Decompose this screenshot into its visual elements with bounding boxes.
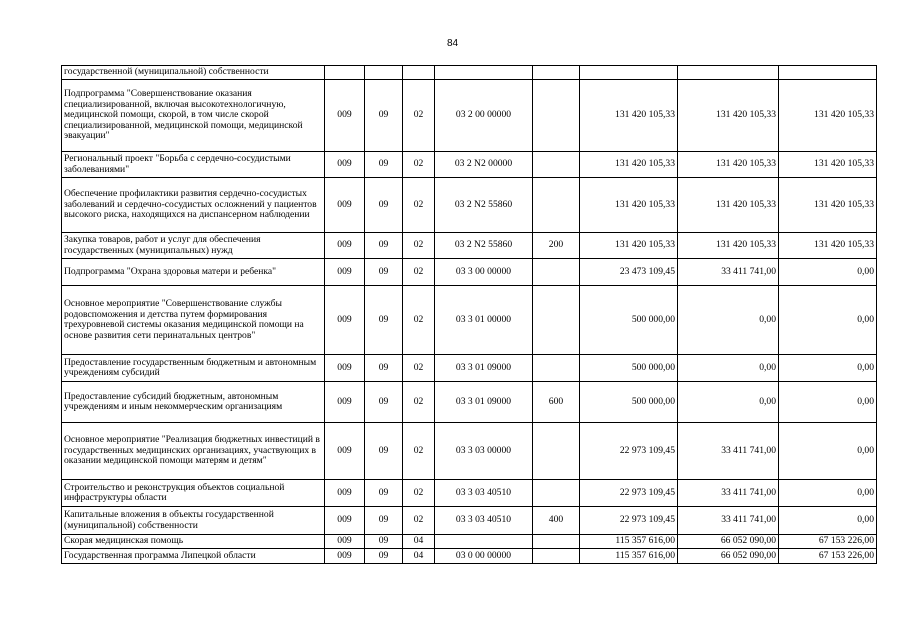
amount-year1-cell: 22 973 109,45 (580, 507, 678, 535)
table-row (62, 178, 877, 233)
table-row (62, 480, 877, 507)
subsection-code-cell: 02 (403, 507, 435, 535)
amount-year3-cell: 131 420 105,33 (779, 178, 877, 233)
amount-year3-cell: 0,00 (779, 259, 877, 286)
expense-type-cell (533, 66, 580, 80)
budget-table-body (62, 66, 877, 564)
grbs-code-cell: 009 (325, 549, 365, 564)
row-name-cell: Закупка товаров, работ и услуг для обеспечения государственных (муниципальных) нужд (62, 233, 325, 259)
amount-year2-cell: 131 420 105,33 (678, 178, 779, 233)
section-code-cell (365, 66, 403, 80)
section-code-cell: 09 (365, 355, 403, 382)
amount-year1-cell: 115 357 616,00 (580, 549, 678, 564)
subsection-code-cell (403, 66, 435, 80)
amount-year2-cell: 66 052 090,00 (678, 535, 779, 549)
grbs-code-cell: 009 (325, 382, 365, 423)
section-code-cell: 09 (365, 423, 403, 480)
subsection-code-cell: 02 (403, 80, 435, 152)
section-code-cell: 09 (365, 507, 403, 535)
expense-type-cell (533, 480, 580, 507)
grbs-code-cell: 009 (325, 178, 365, 233)
amount-year3-cell: 131 420 105,33 (779, 152, 877, 178)
expense-type-cell (533, 549, 580, 564)
amount-year3-cell: 0,00 (779, 286, 877, 355)
amount-year2-cell: 33 411 741,00 (678, 259, 779, 286)
amount-year1-cell: 22 973 109,45 (580, 480, 678, 507)
target-article-cell: 03 3 01 09000 (435, 382, 533, 423)
expense-type-cell: 200 (533, 233, 580, 259)
amount-year2-cell: 131 420 105,33 (678, 80, 779, 152)
subsection-code-cell: 02 (403, 286, 435, 355)
target-article-cell: 03 3 01 00000 (435, 286, 533, 355)
page-number: 84 (446, 38, 459, 49)
section-code-cell: 09 (365, 233, 403, 259)
row-name-cell: государственной (муниципальной) собственности (62, 66, 325, 80)
target-article-cell: 03 3 03 40510 (435, 480, 533, 507)
table-row (62, 286, 877, 355)
section-code-cell: 09 (365, 480, 403, 507)
target-article-cell: 03 2 00 00000 (435, 80, 533, 152)
amount-year2-cell: 33 411 741,00 (678, 423, 779, 480)
grbs-code-cell: 009 (325, 423, 365, 480)
row-name-cell: Обеспечение профилактики развития сердечно-сосудистых заболеваний и сердечно-сосудистых осложнений у пациентов высокого риска, находящихся на диспансерном наблюдении (62, 178, 325, 233)
amount-year2-cell: 0,00 (678, 382, 779, 423)
subsection-code-cell: 02 (403, 423, 435, 480)
section-code-cell: 09 (365, 178, 403, 233)
target-article-cell: 03 2 N2 55860 (435, 233, 533, 259)
amount-year3-cell: 131 420 105,33 (779, 80, 877, 152)
target-article-cell: 03 0 00 00000 (435, 549, 533, 564)
table-row (62, 382, 877, 423)
amount-year3-cell: 131 420 105,33 (779, 233, 877, 259)
grbs-code-cell: 009 (325, 152, 365, 178)
subsection-code-cell: 02 (403, 152, 435, 178)
subsection-code-cell: 02 (403, 233, 435, 259)
table-row (62, 507, 877, 535)
subsection-code-cell: 04 (403, 535, 435, 549)
amount-year2-cell: 33 411 741,00 (678, 480, 779, 507)
grbs-code-cell: 009 (325, 535, 365, 549)
amount-year2-cell: 0,00 (678, 286, 779, 355)
expense-type-cell (533, 80, 580, 152)
amount-year1-cell: 131 420 105,33 (580, 178, 678, 233)
target-article-cell (435, 535, 533, 549)
section-code-cell: 09 (365, 259, 403, 286)
amount-year1-cell: 500 000,00 (580, 355, 678, 382)
amount-year1-cell: 22 973 109,45 (580, 423, 678, 480)
amount-year1-cell: 23 473 109,45 (580, 259, 678, 286)
amount-year1-cell: 131 420 105,33 (580, 80, 678, 152)
amount-year3-cell: 67 153 226,00 (779, 549, 877, 564)
table-row (62, 549, 877, 564)
amount-year2-cell: 66 052 090,00 (678, 549, 779, 564)
expense-type-cell (533, 535, 580, 549)
grbs-code-cell: 009 (325, 259, 365, 286)
target-article-cell: 03 3 03 40510 (435, 507, 533, 535)
amount-year2-cell (678, 66, 779, 80)
amount-year2-cell: 131 420 105,33 (678, 152, 779, 178)
expense-type-cell (533, 152, 580, 178)
amount-year1-cell: 500 000,00 (580, 286, 678, 355)
subsection-code-cell: 04 (403, 549, 435, 564)
target-article-cell: 03 2 N2 55860 (435, 178, 533, 233)
row-name-cell: Капитальные вложения в объекты государственной (муниципальной) собственности (62, 507, 325, 535)
amount-year1-cell: 500 000,00 (580, 382, 678, 423)
amount-year2-cell: 0,00 (678, 355, 779, 382)
table-row (62, 152, 877, 178)
row-name-cell: Строительство и реконструкция объектов социальной инфраструктуры области (62, 480, 325, 507)
table-row (62, 66, 877, 80)
section-code-cell: 09 (365, 152, 403, 178)
target-article-cell: 03 3 01 09000 (435, 355, 533, 382)
row-name-cell: Предоставление государственным бюджетным и автономным учреждениям субсидий (62, 355, 325, 382)
table-row (62, 423, 877, 480)
table-row (62, 259, 877, 286)
subsection-code-cell: 02 (403, 178, 435, 233)
row-name-cell: Подпрограмма "Совершенствование оказания специализированной, включая высокотехнологичную, медицинской помощи, скорой, в том числе скорой специализированной, медицинской помощи, медицинской эвакуации" (62, 80, 325, 152)
row-name-cell: Государственная программа Липецкой области (62, 549, 325, 564)
expense-type-cell (533, 259, 580, 286)
amount-year3-cell (779, 66, 877, 80)
amount-year1-cell: 131 420 105,33 (580, 233, 678, 259)
amount-year3-cell: 67 153 226,00 (779, 535, 877, 549)
amount-year3-cell: 0,00 (779, 355, 877, 382)
expense-type-cell (533, 286, 580, 355)
table-row (62, 535, 877, 549)
grbs-code-cell (325, 66, 365, 80)
amount-year3-cell: 0,00 (779, 423, 877, 480)
expense-type-cell: 600 (533, 382, 580, 423)
subsection-code-cell: 02 (403, 480, 435, 507)
section-code-cell: 09 (365, 286, 403, 355)
row-name-cell: Подпрограмма "Охрана здоровья матери и ребенка" (62, 259, 325, 286)
amount-year2-cell: 33 411 741,00 (678, 507, 779, 535)
expense-type-cell (533, 355, 580, 382)
table-row (62, 233, 877, 259)
grbs-code-cell: 009 (325, 286, 365, 355)
target-article-cell: 03 3 03 00000 (435, 423, 533, 480)
row-name-cell: Основное мероприятие "Реализация бюджетных инвестиций в государственных медицинских организациях, участвующих в оказании медицинской помощи матерям и детям" (62, 423, 325, 480)
amount-year3-cell: 0,00 (779, 480, 877, 507)
target-article-cell: 03 2 N2 00000 (435, 152, 533, 178)
row-name-cell: Основное мероприятие "Совершенствование службы родовспоможения и детства путем формирования трехуровневой системы оказания медицинской помощи на основе развития сети перинатальных центров" (62, 286, 325, 355)
target-article-cell (435, 66, 533, 80)
grbs-code-cell: 009 (325, 80, 365, 152)
table-row (62, 355, 877, 382)
expense-type-cell: 400 (533, 507, 580, 535)
section-code-cell: 09 (365, 382, 403, 423)
row-name-cell: Предоставление субсидий бюджетным, автономным учреждениям и иным некоммерческим организациям (62, 382, 325, 423)
grbs-code-cell: 009 (325, 507, 365, 535)
subsection-code-cell: 02 (403, 355, 435, 382)
subsection-code-cell: 02 (403, 259, 435, 286)
expense-type-cell (533, 178, 580, 233)
section-code-cell: 09 (365, 549, 403, 564)
subsection-code-cell: 02 (403, 382, 435, 423)
budget-table (61, 65, 877, 564)
amount-year3-cell: 0,00 (779, 507, 877, 535)
grbs-code-cell: 009 (325, 233, 365, 259)
amount-year3-cell: 0,00 (779, 382, 877, 423)
section-code-cell: 09 (365, 80, 403, 152)
target-article-cell: 03 3 00 00000 (435, 259, 533, 286)
grbs-code-cell: 009 (325, 480, 365, 507)
amount-year1-cell: 131 420 105,33 (580, 152, 678, 178)
expense-type-cell (533, 423, 580, 480)
section-code-cell: 09 (365, 535, 403, 549)
row-name-cell: Скорая медицинская помощь (62, 535, 325, 549)
table-row (62, 80, 877, 152)
grbs-code-cell: 009 (325, 355, 365, 382)
row-name-cell: Региональный проект "Борьба с сердечно-сосудистыми заболеваниями" (62, 152, 325, 178)
amount-year2-cell: 131 420 105,33 (678, 233, 779, 259)
amount-year1-cell (580, 66, 678, 80)
amount-year1-cell: 115 357 616,00 (580, 535, 678, 549)
